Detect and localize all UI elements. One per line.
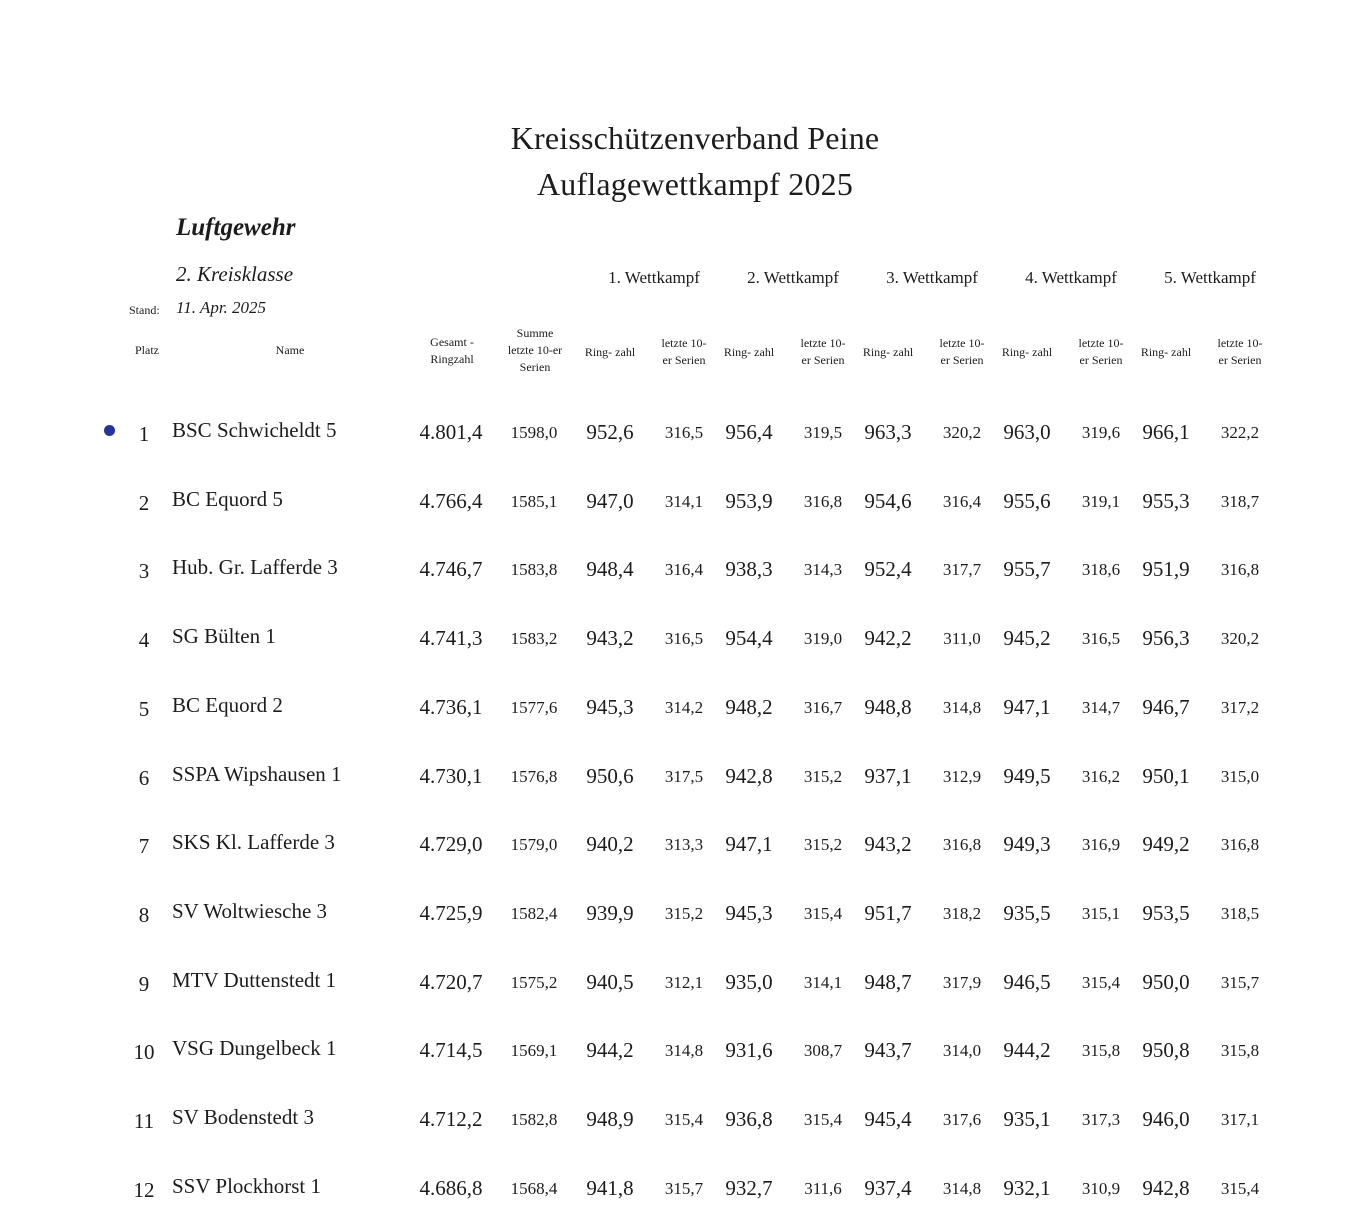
header-serien-line: er Serien <box>1218 353 1262 367</box>
series-cell: 308,7 <box>803 1041 843 1061</box>
last-series-sum-cell: 1576,8 <box>510 766 558 786</box>
title-line1: Kreisschützenverband Peine <box>510 120 880 156</box>
series-cell: 314,1 <box>664 491 704 511</box>
total-rings-cell: 4.686,8 <box>419 1175 483 1200</box>
rank-cell: 4 <box>138 628 150 653</box>
table-row <box>0 487 1354 527</box>
series-cell: 317,9 <box>942 972 982 992</box>
rings-cell: 949,5 <box>1003 763 1051 788</box>
series-cell: 318,2 <box>942 903 982 923</box>
rings-cell: 952,4 <box>864 557 912 582</box>
rings-cell: 948,8 <box>864 694 912 719</box>
rings-cell: 949,2 <box>1142 832 1190 857</box>
series-cell: 316,4 <box>664 560 704 580</box>
header-gesamt-line: Ringzahl <box>430 352 474 366</box>
total-rings-cell: 4.746,7 <box>419 557 483 582</box>
header-summe-line: Serien <box>519 360 551 374</box>
competition-header: 2. Wettkampf <box>747 268 839 287</box>
header-serien-line: er Serien <box>801 353 845 367</box>
header-ringzahl: Ring- zahl <box>584 345 636 359</box>
series-cell: 319,1 <box>1081 491 1121 511</box>
series-cell: 311,6 <box>804 1178 842 1198</box>
series-cell: 322,2 <box>1220 423 1260 442</box>
rings-cell: 952,6 <box>586 420 634 444</box>
rank-cell: 3 <box>138 559 150 584</box>
rings-cell: 955,6 <box>1003 488 1051 513</box>
series-cell: 316,9 <box>1081 835 1121 855</box>
header-name: Name <box>275 343 305 357</box>
series-cell: 318,6 <box>1081 560 1121 580</box>
club-name-cell: SV Bodenstedt 3 <box>172 1105 314 1129</box>
header-serien-line: letzte 10- <box>1217 336 1263 350</box>
series-cell: 319,5 <box>803 423 843 442</box>
rings-cell: 935,5 <box>1003 900 1051 925</box>
rank-cell: 10 <box>133 1040 155 1065</box>
header-ringzahl: Ring- zahl <box>1140 345 1192 359</box>
rings-cell: 943,7 <box>864 1038 912 1063</box>
rings-cell: 943,2 <box>864 832 912 857</box>
header-platz: Platz <box>135 343 159 357</box>
rings-cell: 945,2 <box>1003 626 1051 651</box>
class-heading: 2. Kreisklasse <box>176 262 294 286</box>
series-cell: 315,4 <box>803 1110 843 1129</box>
table-row <box>0 1036 1354 1076</box>
series-cell: 314,8 <box>942 697 982 717</box>
series-cell: 319,6 <box>1081 423 1121 442</box>
rings-cell: 953,9 <box>725 488 773 513</box>
series-cell: 315,4 <box>1081 972 1121 992</box>
last-series-sum-cell: 1583,2 <box>510 629 558 649</box>
series-cell: 315,2 <box>803 766 843 786</box>
stand-date: 11. Apr. 2025 <box>176 298 267 317</box>
rings-cell: 956,3 <box>1142 626 1190 651</box>
rings-cell: 950,0 <box>1142 969 1190 994</box>
table-row <box>0 418 1354 458</box>
series-cell: 315,7 <box>664 1178 704 1198</box>
rings-cell: 940,2 <box>586 832 634 857</box>
series-cell: 315,0 <box>1220 766 1260 786</box>
header-summe <box>498 325 572 376</box>
header-serien-line: er Serien <box>662 353 706 367</box>
rank-cell: 8 <box>138 902 150 927</box>
series-cell: 314,7 <box>1081 697 1121 717</box>
header-serien <box>1065 335 1137 369</box>
club-name-cell: SSPA Wipshausen 1 <box>172 761 342 786</box>
rings-cell: 939,9 <box>586 900 634 925</box>
series-cell: 316,5 <box>1081 629 1121 649</box>
rings-cell: 953,5 <box>1142 900 1190 925</box>
header-serien <box>648 335 720 369</box>
competition-header: 4. Wettkampf <box>1025 268 1117 287</box>
rank-cell: 11 <box>133 1109 155 1133</box>
rings-cell: 942,8 <box>1142 1175 1190 1200</box>
series-cell: 319,0 <box>803 629 843 649</box>
series-cell: 315,8 <box>1081 1041 1121 1061</box>
rings-cell: 944,2 <box>586 1038 634 1063</box>
header-serien-line: letzte 10- <box>661 336 707 350</box>
header-ringzahl: Ring- zahl <box>862 345 914 359</box>
table-row <box>0 693 1354 733</box>
rank-cell: 9 <box>138 971 150 996</box>
rings-cell: 942,2 <box>864 626 912 651</box>
rings-cell: 935,0 <box>725 969 773 994</box>
table-row <box>0 624 1354 664</box>
rings-cell: 938,3 <box>725 557 773 582</box>
header-gesamt-line: Gesamt - <box>430 335 474 349</box>
rings-cell: 940,5 <box>586 969 634 994</box>
rings-cell: 935,1 <box>1003 1107 1051 1131</box>
rings-cell: 945,3 <box>586 694 634 719</box>
series-cell: 314,3 <box>803 560 843 580</box>
discipline-heading: Luftgewehr <box>176 214 296 241</box>
rings-cell: 955,7 <box>1003 557 1051 582</box>
rings-cell: 949,3 <box>1003 832 1051 857</box>
title-line2: Auflagewettkampf 2025 <box>536 166 854 202</box>
rings-cell: 943,2 <box>586 626 634 651</box>
series-cell: 316,5 <box>664 629 704 649</box>
header-serien-line: letzte 10- <box>800 336 846 350</box>
series-cell: 314,0 <box>942 1041 982 1061</box>
total-rings-cell: 4.729,0 <box>419 832 483 857</box>
club-name-cell: BSC Schwicheldt 5 <box>172 418 337 442</box>
header-ringzahl: Ring- zahl <box>723 345 775 359</box>
rings-cell: 950,8 <box>1142 1038 1190 1063</box>
competition-header: 3. Wettkampf <box>886 268 978 287</box>
rings-cell: 948,9 <box>586 1107 634 1131</box>
last-series-sum-cell: 1582,8 <box>510 1110 558 1129</box>
series-cell: 316,5 <box>664 423 704 442</box>
header-serien-line: letzte 10- <box>939 336 985 350</box>
series-cell: 317,1 <box>1220 1110 1260 1129</box>
header-serien <box>787 335 859 369</box>
last-series-sum-cell: 1579,0 <box>510 835 558 855</box>
total-rings-cell: 4.714,5 <box>419 1038 483 1063</box>
series-cell: 316,8 <box>1220 560 1260 580</box>
series-cell: 318,7 <box>1220 491 1260 511</box>
series-cell: 315,2 <box>664 903 704 923</box>
series-cell: 314,8 <box>664 1041 704 1061</box>
rings-cell: 947,1 <box>1003 694 1051 719</box>
competition-header: 1. Wettkampf <box>608 268 700 287</box>
series-cell: 315,1 <box>1081 903 1121 923</box>
series-cell: 320,2 <box>1220 629 1260 649</box>
header-serien <box>1204 335 1276 369</box>
last-series-sum-cell: 1583,8 <box>510 560 558 580</box>
rings-cell: 951,9 <box>1142 557 1190 582</box>
table-row <box>0 899 1354 939</box>
total-rings-cell: 4.730,1 <box>419 763 483 788</box>
club-name-cell: BC Equord 2 <box>172 692 283 717</box>
club-name-cell: SG Bülten 1 <box>172 624 276 649</box>
club-name-cell: SSV Plockhorst 1 <box>172 1173 321 1198</box>
series-cell: 315,4 <box>664 1110 704 1129</box>
series-cell: 317,7 <box>942 560 982 580</box>
rings-cell: 946,0 <box>1142 1107 1190 1131</box>
table-row <box>0 968 1354 1008</box>
header-serien <box>926 335 998 369</box>
series-cell: 313,3 <box>664 835 704 855</box>
series-cell: 312,1 <box>664 972 704 992</box>
rings-cell: 948,7 <box>864 969 912 994</box>
series-cell: 314,1 <box>803 972 843 992</box>
header-gesamt <box>412 334 492 368</box>
club-name-cell: VSG Dungelbeck 1 <box>172 1036 337 1061</box>
table-row <box>0 1174 1354 1214</box>
series-cell: 320,2 <box>942 423 982 442</box>
header-serien-line: er Serien <box>1079 353 1123 367</box>
header-serien-line: er Serien <box>940 353 984 367</box>
rings-cell: 946,5 <box>1003 969 1051 994</box>
header-serien-line: letzte 10- <box>1078 336 1124 350</box>
table-row <box>0 1105 1354 1145</box>
table-row <box>0 555 1354 595</box>
rings-cell: 963,3 <box>864 420 912 444</box>
rank-cell: 2 <box>138 490 150 515</box>
total-rings-cell: 4.736,1 <box>419 694 483 719</box>
total-rings-cell: 4.712,2 <box>419 1107 483 1131</box>
rings-cell: 942,8 <box>725 763 773 788</box>
rank-cell: 12 <box>133 1177 155 1202</box>
rings-cell: 956,4 <box>725 420 773 444</box>
header-summe-line: letzte 10-er <box>507 343 563 357</box>
series-cell: 315,8 <box>1220 1041 1260 1061</box>
last-series-sum-cell: 1598,0 <box>510 423 558 442</box>
rings-cell: 951,7 <box>864 900 912 925</box>
series-cell: 316,4 <box>942 491 982 511</box>
series-cell: 314,8 <box>942 1178 982 1198</box>
series-cell: 315,4 <box>803 903 843 923</box>
last-series-sum-cell: 1569,1 <box>510 1041 558 1061</box>
total-rings-cell: 4.801,4 <box>419 420 483 444</box>
rings-cell: 936,8 <box>725 1107 773 1131</box>
series-cell: 314,2 <box>664 697 704 717</box>
club-name-cell: SKS Kl. Lafferde 3 <box>172 830 335 855</box>
series-cell: 317,3 <box>1081 1110 1121 1129</box>
total-rings-cell: 4.720,7 <box>419 969 483 994</box>
rings-cell: 941,8 <box>586 1175 634 1200</box>
rank-cell: 6 <box>138 765 150 790</box>
rings-cell: 948,2 <box>725 694 773 719</box>
rings-cell: 955,3 <box>1142 488 1190 513</box>
series-cell: 316,2 <box>1081 766 1121 786</box>
rings-cell: 947,0 <box>586 488 634 513</box>
rings-cell: 945,3 <box>725 900 773 925</box>
club-name-cell: Hub. Gr. Lafferde 3 <box>172 555 338 580</box>
rings-cell: 950,1 <box>1142 763 1190 788</box>
rings-cell: 944,2 <box>1003 1038 1051 1063</box>
series-cell: 316,7 <box>803 697 843 717</box>
last-series-sum-cell: 1582,4 <box>510 903 558 923</box>
rings-cell: 947,1 <box>725 832 773 857</box>
rings-cell: 931,6 <box>725 1038 773 1063</box>
club-name-cell: SV Woltwiesche 3 <box>172 898 328 923</box>
rings-cell: 932,7 <box>725 1175 773 1200</box>
last-series-sum-cell: 1577,6 <box>510 697 558 717</box>
rings-cell: 954,4 <box>725 626 773 651</box>
series-cell: 310,9 <box>1081 1178 1121 1198</box>
rings-cell: 937,1 <box>864 763 912 788</box>
last-series-sum-cell: 1575,2 <box>510 972 558 992</box>
series-cell: 317,2 <box>1220 697 1260 717</box>
rings-cell: 946,7 <box>1142 694 1190 719</box>
club-name-cell: MTV Duttenstedt 1 <box>172 967 337 992</box>
rank-cell: 1 <box>138 422 150 446</box>
stand-label: Stand: <box>129 303 160 317</box>
series-cell: 316,8 <box>1220 835 1260 855</box>
series-cell: 318,5 <box>1220 903 1260 923</box>
series-cell: 317,5 <box>664 766 704 786</box>
table-row <box>0 830 1354 870</box>
rings-cell: 932,1 <box>1003 1175 1051 1200</box>
club-name-cell: BC Equord 5 <box>172 486 283 511</box>
series-cell: 317,6 <box>942 1110 982 1129</box>
series-cell: 315,2 <box>803 835 843 855</box>
competition-header: 5. Wettkampf <box>1164 268 1256 287</box>
rings-cell: 963,0 <box>1003 420 1051 444</box>
total-rings-cell: 4.741,3 <box>419 626 483 651</box>
last-series-sum-cell: 1568,4 <box>510 1178 558 1198</box>
series-cell: 315,4 <box>1220 1178 1260 1198</box>
rank-cell: 7 <box>138 834 150 859</box>
rings-cell: 954,6 <box>864 488 912 513</box>
series-cell: 311,0 <box>943 629 981 649</box>
header-ringzahl: Ring- zahl <box>1001 345 1053 359</box>
rings-cell: 945,4 <box>864 1107 912 1131</box>
total-rings-cell: 4.725,9 <box>419 900 483 925</box>
rings-cell: 948,4 <box>586 557 634 582</box>
series-cell: 312,9 <box>942 766 982 786</box>
rank-cell: 5 <box>138 696 150 721</box>
rings-cell: 950,6 <box>586 763 634 788</box>
last-series-sum-cell: 1585,1 <box>510 491 558 511</box>
series-cell: 316,8 <box>942 835 982 855</box>
table-row <box>0 762 1354 802</box>
rings-cell: 966,1 <box>1142 420 1190 444</box>
series-cell: 316,8 <box>803 491 843 511</box>
total-rings-cell: 4.766,4 <box>419 488 483 513</box>
series-cell: 315,7 <box>1220 972 1260 992</box>
rings-cell: 937,4 <box>864 1175 912 1200</box>
header-summe-line: Summe <box>516 326 554 340</box>
